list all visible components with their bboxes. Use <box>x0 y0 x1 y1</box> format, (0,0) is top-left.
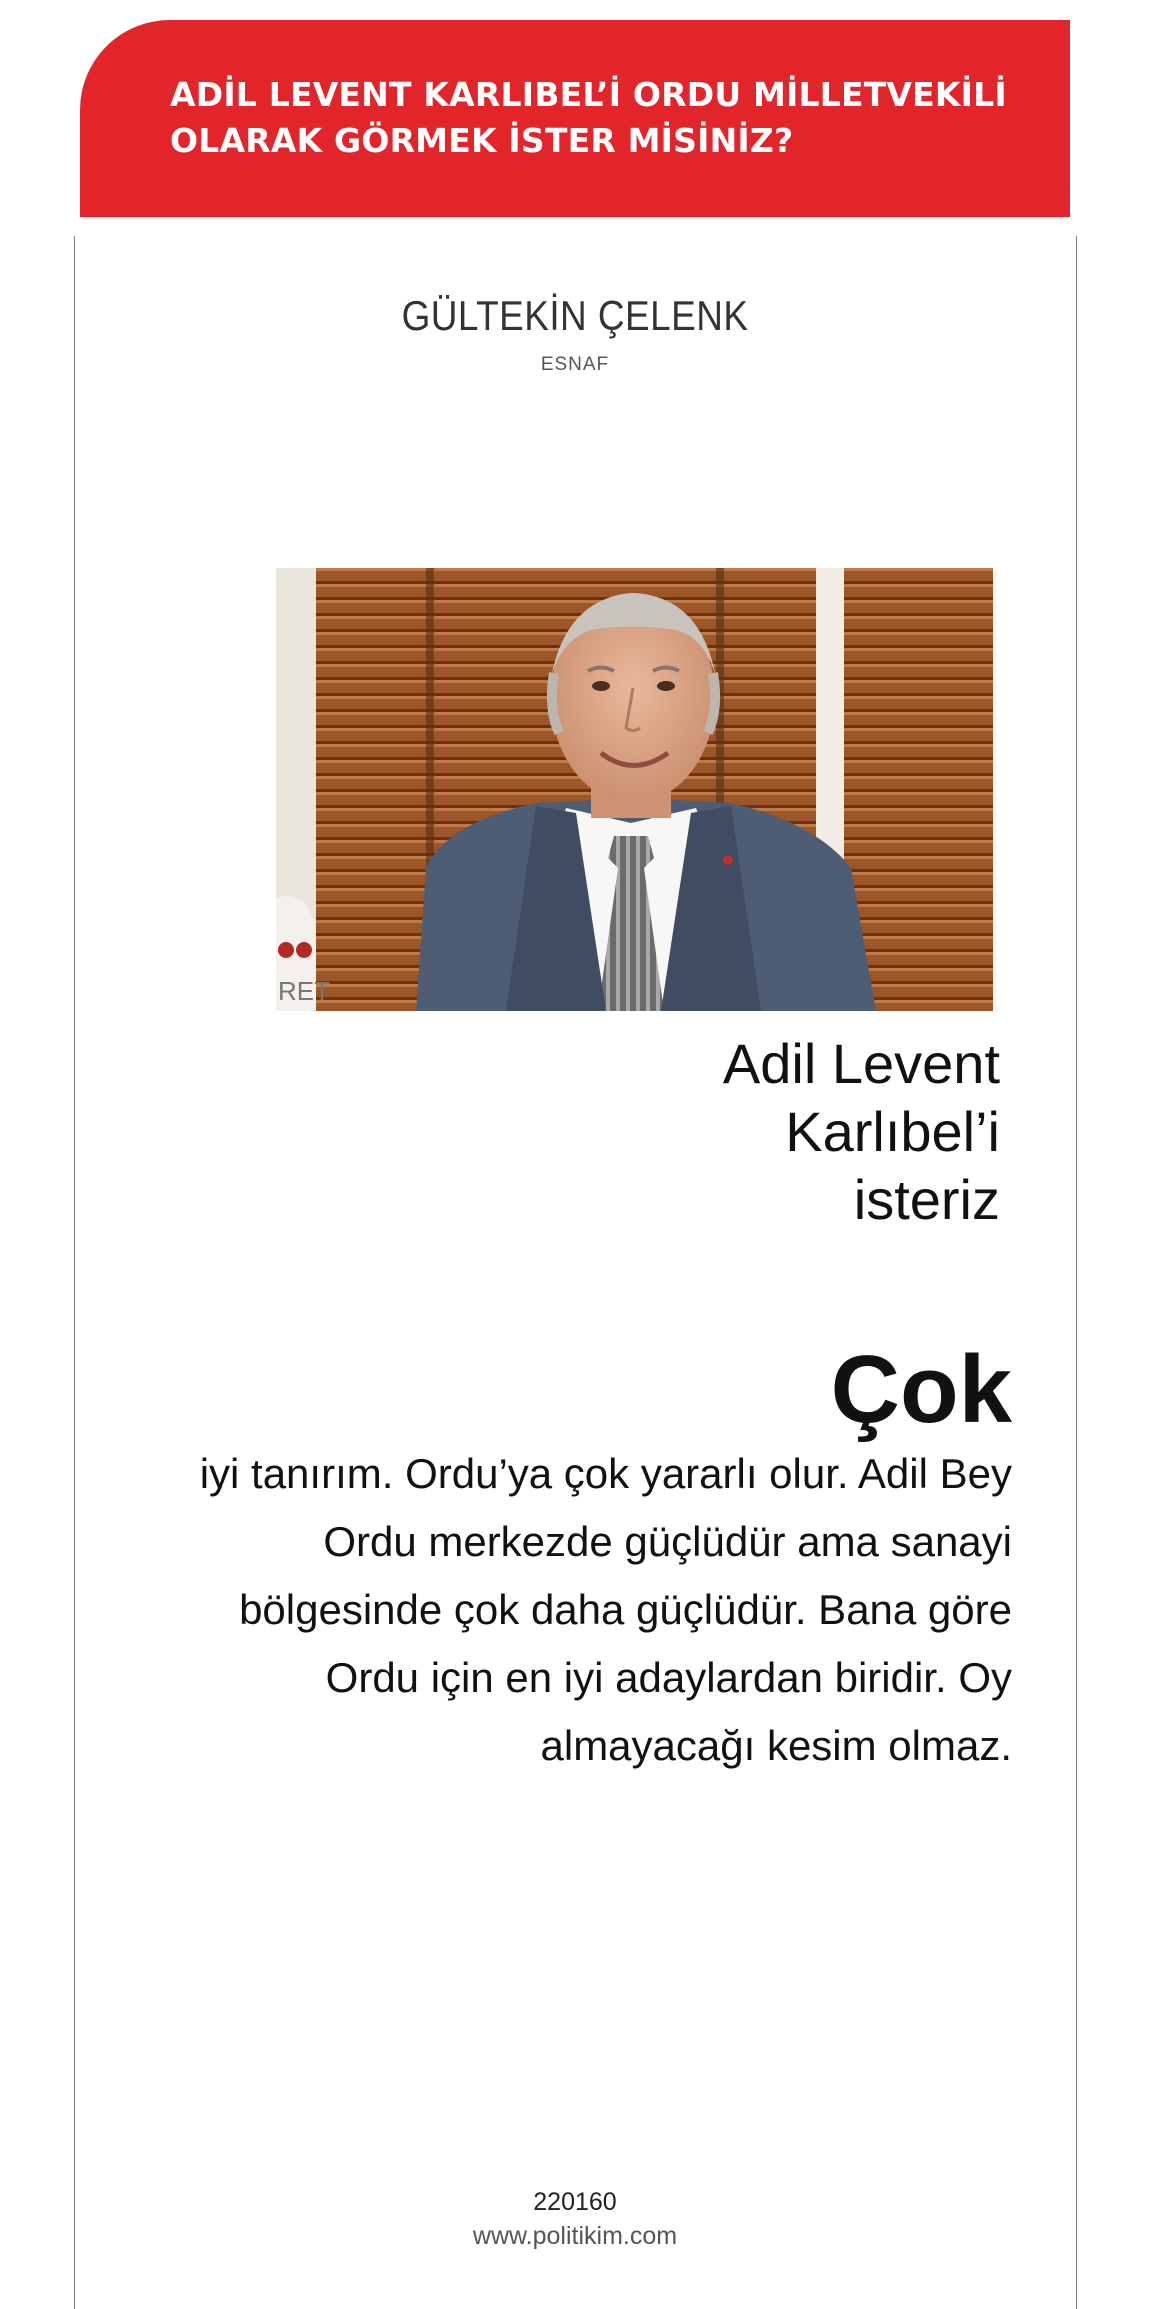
banner-title-line1: ADİL LEVENT KARLIBEL’İ ORDU MİLLETVEKİLİ <box>170 75 1007 114</box>
article-body <box>150 1440 1012 1780</box>
headline-line3: isteriz <box>853 1168 1000 1231</box>
flag-text: RET <box>278 976 330 1006</box>
person-role: ESNAF <box>540 354 610 375</box>
right-border-line <box>1076 236 1077 2309</box>
footer-code: 220160 <box>533 2188 617 2216</box>
portrait-photo <box>276 568 993 1011</box>
left-border-line <box>74 236 75 2309</box>
headline-line1: Adil Levent <box>722 1032 1000 1095</box>
article-line: bölgesinde çok daha güçlüdür. Bana göre <box>239 1586 1012 1633</box>
header-banner <box>80 20 1070 217</box>
article-line: iyi tanırım. Ordu’ya çok yararlı olur. Adil Bey <box>199 1450 1012 1497</box>
article-line: almayacağı kesim olmaz. <box>540 1722 1012 1769</box>
article-line: Ordu merkezde güçlüdür ama sanayi <box>323 1518 1012 1565</box>
article-line: Ordu için en iyi adaylardan biridir. Oy <box>325 1654 1012 1701</box>
banner-title-line2: OLARAK GÖRMEK İSTER MİSİNİZ? <box>170 121 794 160</box>
person-name: GÜLTEKİN ÇELENK <box>401 292 749 339</box>
banner-title <box>170 72 1050 164</box>
article-lead-word: Çok <box>830 1336 1012 1443</box>
headline <box>620 1030 1000 1234</box>
headline-line2: Karlıbel’i <box>785 1100 1000 1163</box>
footer-site-link[interactable]: www.politikim.com <box>472 2222 678 2250</box>
